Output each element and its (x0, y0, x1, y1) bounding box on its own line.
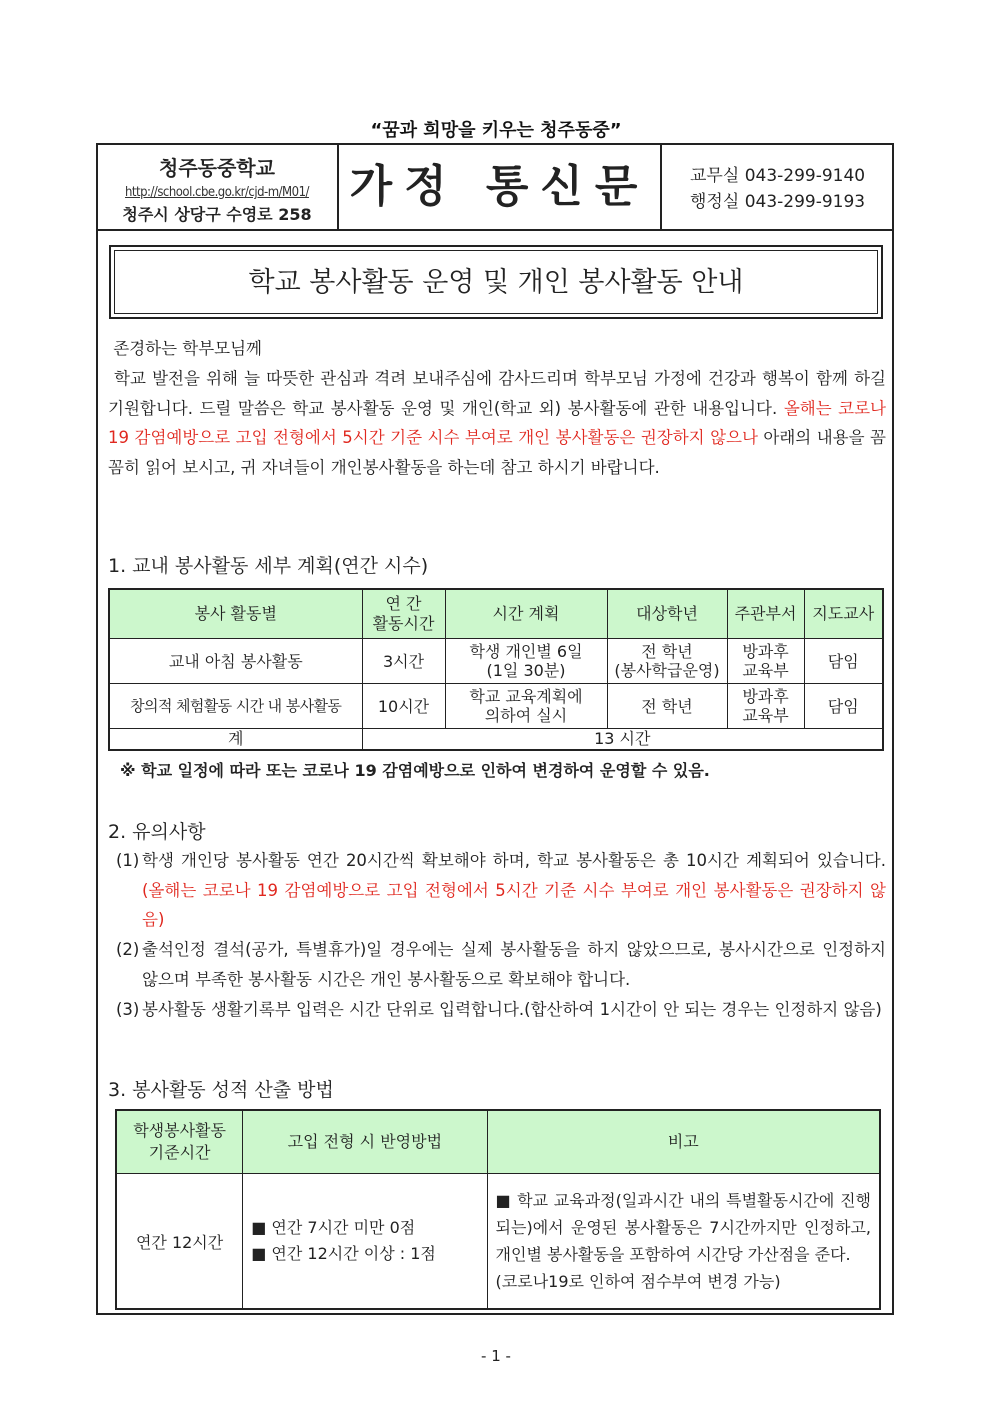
schedule-change-note: ※ 학교 일정에 따라 또는 코로나 19 감염예방으로 인하여 변경하여 운영할 수 있음. (120, 761, 710, 780)
method-item: ■ 연간 12시간 이상 : 1점 (251, 1244, 436, 1263)
cell: 전 학년 (봉사학급운영) (607, 639, 727, 684)
cell: 3시간 (362, 639, 445, 684)
table-header-row (116, 1110, 880, 1174)
notice-item-3 (116, 995, 886, 1025)
table-row (109, 639, 883, 684)
col-department: 주관부서 (727, 589, 804, 639)
newsletter-title: 가정 통신문 (349, 161, 650, 212)
remark-note: (코로나19로 인하여 점수부여 변경 가능) (495, 1272, 781, 1291)
intro-text-red: 올해는 코로나 19 감염예방으로 고입 전형에서 5시간 기준 시수 부여로 개인 봉사활동은 권장하지 않으나 (108, 398, 886, 447)
document-title-box (109, 245, 883, 319)
phone-admin: 043-299-9193 (744, 192, 866, 212)
section-1-heading: 1. 교내 봉사활동 세부 계획(연간 시수) (108, 555, 429, 577)
intro-text-2: 아래의 내용을 꼼꼼히 읽어 보시고, 귀 자녀들이 개인봉사활동을 하는데 참고 하시기 바랍니다. (108, 428, 886, 477)
method-list (243, 1174, 487, 1310)
section-3-heading: 3. 봉사활동 성적 산출 방법 (108, 1079, 334, 1101)
phone-label-academic: 교무실 (690, 166, 740, 186)
item-text-red: (올해는 코로나 19 감염예방으로 고입 전형에서 5시간 기준 시수 부여로 개인 봉사활동은 권장하지 않음) (142, 880, 886, 929)
cell: 방과후 교육부 (727, 639, 804, 684)
table-header-row (109, 589, 883, 639)
greeting: 존경하는 학부모님께 (113, 339, 262, 358)
header-divider (96, 229, 894, 231)
col-method: 고입 전형 시 반영방법 (243, 1110, 487, 1174)
col-activity: 봉사 활동별 (109, 589, 362, 639)
item-number: (3) (116, 1000, 140, 1019)
total-label: 계 (109, 729, 362, 751)
cell: 학생 개인별 6일 (1일 30분) (445, 639, 607, 684)
school-slogan: “꿈과 희망을 키우는 청주동중” (370, 120, 622, 141)
notice-item-2 (116, 935, 886, 994)
cell: 방과후 교육부 (727, 684, 804, 729)
cell: 교내 아침 봉사활동 (109, 639, 362, 684)
table-total-row (109, 729, 883, 751)
col-remark: 비고 (487, 1110, 880, 1174)
cell: 담임 (804, 684, 883, 729)
col-teacher: 지도교사 (804, 589, 883, 639)
col-time-plan: 시간 계획 (445, 589, 607, 639)
cell: 10시간 (362, 684, 445, 729)
contact-phones (690, 163, 865, 215)
table-row (116, 1174, 880, 1310)
remark (487, 1174, 880, 1310)
item-text: 출석인정 결석(공가, 특별휴가)일 경우에는 실제 봉사활동을 하지 않았으므로, 봉사시간으로 인정하지 않으며 부족한 봉사활동 시간은 개인 봉사활동으로 확보해야 합니다. (142, 940, 886, 989)
phone-academic: 043-299-9140 (744, 166, 866, 186)
total-value: 13 시간 (362, 729, 883, 751)
school-address: 청주시 상당구 수영로 258 (122, 205, 312, 224)
page-number: - 1 - (481, 1347, 511, 1365)
col-target-grade: 대상학년 (607, 589, 727, 639)
item-text: 학생 개인당 봉사활동 연간 20시간씩 확보해야 하며, 학교 봉사활동은 총 10시간 계획되어 있습니다. (142, 851, 886, 870)
col-annual-hours: 연 간 활동시간 (362, 589, 445, 639)
cell: 담임 (804, 639, 883, 684)
item-text: 봉사활동 생활기록부 입력은 시간 단위로 입력합니다.(합산하여 1시간이 안 되는 경우는 인정하지 않음) (142, 1000, 882, 1019)
table-row (109, 684, 883, 729)
notice-item-1 (116, 846, 886, 935)
item-number: (2) (116, 940, 140, 959)
school-info (97, 144, 339, 230)
cell: 학교 교육계획에 의하여 실시 (445, 684, 607, 729)
phone-label-admin: 행정실 (690, 192, 740, 212)
col-base-hours: 학생봉사활동 기준시간 (116, 1110, 243, 1174)
school-name: 청주동중학교 (159, 156, 275, 180)
method-item: ■ 연간 7시간 미만 0점 (251, 1218, 416, 1237)
cell: 전 학년 (607, 684, 727, 729)
school-url-link[interactable]: http://school.cbe.go.kr/cjd-m/M01/ (125, 185, 309, 200)
base-hours: 연간 12시간 (116, 1174, 243, 1310)
cell: 창의적 체험활동 시간 내 봉사활동 (109, 684, 362, 729)
intro-paragraph (108, 364, 886, 482)
school-service-plan-table (108, 588, 884, 751)
item-number: (1) (116, 851, 140, 870)
remark-text: ■ 학교 교육과정(일과시간 내의 특별활동시간에 진행되는)에서 운영된 봉사활동은 7시간까지만 인정하고, 개인별 봉사활동을 포함하여 시간당 가산점을 준다. (495, 1191, 871, 1264)
intro-text-1: 학교 발전을 위해 늘 따뜻한 관심과 격려 보내주심에 감사드리며 학부모님 가정에 건강과 행복이 함께 하길 기원합니다. 드릴 말씀은 학교 봉사활동 운영 및 개인(학교 외) 봉사활동에 관한 내용입니다. (108, 369, 886, 418)
newsletter-title-cell (339, 144, 662, 230)
section-2-heading: 2. 유의사항 (108, 821, 206, 843)
score-calculation-table (115, 1109, 881, 1310)
document-title: 학교 봉사활동 운영 및 개인 봉사활동 안내 (114, 250, 878, 314)
